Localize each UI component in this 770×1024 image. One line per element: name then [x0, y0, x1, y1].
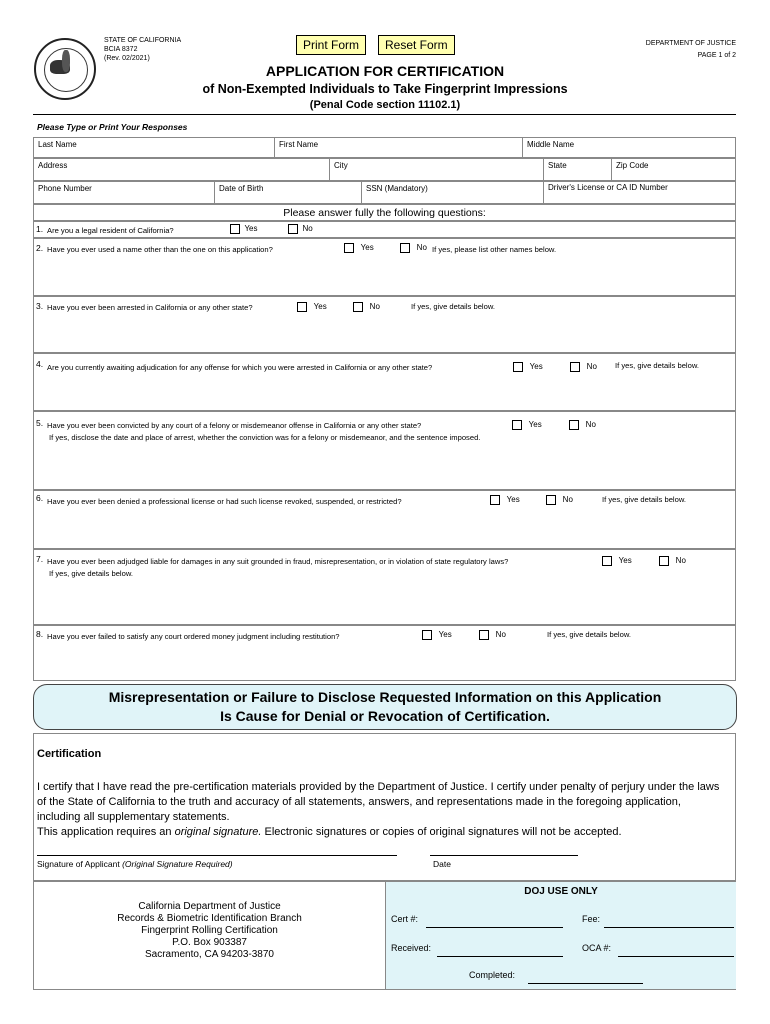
question-text: Are you currently awaiting adjudication for any offense for which you were arrested in California or any other state?	[47, 363, 433, 372]
signature-label-text: Signature of Applicant	[37, 859, 123, 869]
city-field[interactable]	[330, 159, 544, 180]
address-row	[33, 158, 736, 181]
question-note: If yes, give details below.	[602, 495, 686, 504]
question-text: Have you ever been denied a professional license or had such license revoked, suspended, or restricted?	[47, 497, 402, 506]
question-2[interactable]	[33, 238, 736, 296]
cert-label: Cert #:	[391, 914, 419, 924]
yes-label: Yes	[618, 556, 632, 566]
question-note: If yes, give details below.	[411, 302, 495, 311]
address-line-4: P.O. Box 903387	[172, 937, 247, 948]
phone-row	[33, 181, 736, 204]
signature-line[interactable]	[37, 855, 397, 856]
q7-yes-checkbox[interactable]	[602, 556, 612, 566]
ssn-label: SSN (Mandatory)	[366, 184, 428, 193]
question-number: 8.	[36, 629, 44, 639]
signature-requirement	[37, 825, 732, 840]
middle-name-field[interactable]	[523, 138, 735, 157]
address-line-3: Fingerprint Rolling Certification	[141, 925, 278, 936]
oca-line[interactable]	[618, 956, 734, 957]
question-number: 3.	[36, 301, 44, 311]
city-label: City	[334, 161, 348, 170]
date-label: Date	[433, 859, 451, 869]
bottom-section	[33, 881, 736, 990]
banner-line-2: Is Cause for Denial or Revocation of Certification.	[220, 708, 550, 724]
ssn-field[interactable]	[362, 182, 544, 203]
fee-line[interactable]	[604, 927, 734, 928]
no-label: No	[585, 420, 596, 430]
header-left	[104, 36, 181, 63]
question-text: Have you ever failed to satisfy any court ordered money judgment including restitution?	[47, 632, 340, 641]
page-number: PAGE 1 of 2	[697, 52, 736, 59]
q5-no-checkbox[interactable]	[569, 420, 579, 430]
q4-no-checkbox[interactable]	[570, 362, 580, 372]
question-6[interactable]	[33, 490, 736, 549]
last-name-field[interactable]	[34, 138, 275, 157]
address-line-2: Records & Biometric Identification Branch	[117, 913, 302, 924]
question-4[interactable]	[33, 353, 736, 411]
received-line[interactable]	[437, 956, 563, 957]
q1-no-checkbox[interactable]	[288, 224, 298, 234]
questions-header: Please answer fully the following questions:	[33, 204, 736, 221]
header-right	[646, 38, 736, 62]
question-text: Are you a legal resident of California?	[47, 226, 174, 235]
completed-label: Completed:	[469, 970, 516, 980]
no-label: No	[586, 362, 597, 372]
q3-no-checkbox[interactable]	[353, 302, 363, 312]
q8-yes-checkbox[interactable]	[422, 630, 432, 640]
certification-text: I certify that I have read the pre-certification materials provided by the Department of Justice. I certify under penalty of perjury under the laws of the State of California to the truth and accuracy of all statements, answers, and representations made in the foregoing application, including all supplementary statements.	[37, 781, 720, 823]
signature-label	[37, 859, 233, 869]
q7-no-checkbox[interactable]	[659, 556, 669, 566]
header-divider	[33, 114, 736, 115]
address-line-5: Sacramento, CA 94203-3870	[145, 949, 274, 960]
address-field[interactable]	[34, 159, 330, 180]
no-label: No	[562, 495, 573, 505]
no-label: No	[675, 556, 686, 566]
yes-label: Yes	[506, 495, 520, 505]
no-label: No	[495, 630, 506, 640]
date-line[interactable]	[430, 855, 578, 856]
question-8[interactable]	[33, 625, 736, 681]
oca-label: OCA #:	[582, 943, 612, 953]
no-label: No	[416, 243, 427, 253]
q2-yes-checkbox[interactable]	[344, 243, 354, 253]
q6-yes-checkbox[interactable]	[490, 495, 500, 505]
doj-use-only	[385, 882, 736, 989]
yes-label: Yes	[313, 302, 327, 312]
q1-yes-checkbox[interactable]	[230, 224, 240, 234]
doj-title: DOJ USE ONLY	[524, 886, 598, 897]
penal-code: (Penal Code section 11102.1)	[309, 99, 461, 111]
requirement-text-a: This application requires an	[37, 826, 175, 838]
phone-field[interactable]	[34, 182, 215, 203]
question-text: Have you ever been convicted by any court of a felony or misdemeanor offense in California or any other state?	[47, 421, 422, 430]
q2-no-checkbox[interactable]	[400, 243, 410, 253]
cert-number-line[interactable]	[426, 927, 563, 928]
yes-label: Yes	[438, 630, 452, 640]
state-field[interactable]	[544, 159, 612, 180]
address-line-1: California Department of Justice	[138, 901, 281, 912]
yes-label: Yes	[529, 362, 543, 372]
last-name-label: Last Name	[38, 140, 77, 149]
fee-label: Fee:	[582, 914, 601, 924]
question-text: Have you ever been adjudged liable for damages in any suit grounded in fraud, misrepresentation, or in violation of state regulatory laws?	[47, 557, 509, 566]
completed-line[interactable]	[528, 983, 643, 984]
question-number: 5.	[36, 418, 44, 428]
question-note: If yes, give details below.	[547, 630, 631, 639]
q6-no-checkbox[interactable]	[546, 495, 556, 505]
zip-label: Zip Code	[616, 161, 649, 170]
q5-yes-checkbox[interactable]	[512, 420, 522, 430]
requirement-text-b: Electronic signatures or copies of original signatures will not be accepted.	[261, 826, 622, 838]
form-title: APPLICATION FOR CERTIFICATION	[265, 63, 505, 79]
banner-line-1: Misrepresentation or Failure to Disclose Requested Information on this Application	[108, 689, 662, 705]
no-label: No	[369, 302, 380, 312]
state-name: STATE OF CALIFORNIA	[104, 37, 182, 44]
reset-form-button[interactable]: Reset Form	[378, 35, 455, 55]
q4-yes-checkbox[interactable]	[513, 362, 523, 372]
form-revision: (Rev. 02/2021)	[104, 55, 150, 62]
mailing-address	[34, 882, 385, 989]
question-number: 7.	[36, 554, 44, 564]
question-number: 2.	[36, 243, 44, 253]
yes-label: Yes	[528, 420, 542, 430]
signature-note: (Original Signature Required)	[122, 859, 233, 869]
requirement-emphasis: original signature.	[174, 826, 262, 838]
certification-section	[33, 733, 736, 881]
zip-field[interactable]	[612, 159, 735, 180]
question-note: If yes, please list other names below.	[432, 245, 557, 254]
question-5[interactable]	[33, 411, 736, 490]
question-number: 4.	[36, 359, 44, 369]
instruction: Please Type or Print Your Responses	[37, 122, 188, 132]
question-text: Have you ever used a name other than the one on this application?	[47, 245, 273, 254]
dl-label: Driver's License or CA ID Number	[548, 183, 668, 192]
q8-no-checkbox[interactable]	[479, 630, 489, 640]
question-number: 1.	[36, 224, 44, 234]
dl-field[interactable]	[544, 182, 735, 203]
address-label: Address	[38, 161, 68, 170]
question-note: If yes, give details below.	[49, 569, 133, 578]
first-name-label: First Name	[279, 140, 319, 149]
department-name: DEPARTMENT OF JUSTICE	[645, 40, 736, 47]
form-subtitle: of Non-Exempted Individuals to Take Fingerprint Impressions	[202, 82, 568, 96]
question-text: Have you ever been arrested in California or any other state?	[47, 303, 253, 312]
question-7[interactable]	[33, 549, 736, 625]
middle-name-label: Middle Name	[527, 140, 575, 149]
name-row	[33, 137, 736, 158]
question-note: If yes, disclose the date and place of arrest, whether the conviction was for a felony or misdemeanor, and the sentence imposed.	[49, 433, 481, 442]
question-1	[33, 221, 736, 238]
dob-field[interactable]	[215, 182, 362, 203]
state-label: State	[548, 161, 567, 170]
question-note: If yes, give details below.	[615, 361, 699, 370]
print-form-button[interactable]: Print Form	[296, 35, 366, 55]
form-number: BCIA 8372	[104, 46, 138, 53]
question-number: 6.	[36, 493, 44, 503]
q3-yes-checkbox[interactable]	[297, 302, 307, 312]
warning-banner	[33, 684, 737, 730]
dob-label: Date of Birth	[219, 184, 264, 193]
question-3[interactable]	[33, 296, 736, 353]
phone-label: Phone Number	[38, 184, 92, 193]
no-label: No	[302, 224, 313, 234]
received-label: Received:	[391, 943, 432, 953]
first-name-field[interactable]	[275, 138, 523, 157]
yes-label: Yes	[244, 224, 258, 234]
yes-label: Yes	[360, 243, 374, 253]
certification-heading: Certification	[37, 748, 102, 760]
